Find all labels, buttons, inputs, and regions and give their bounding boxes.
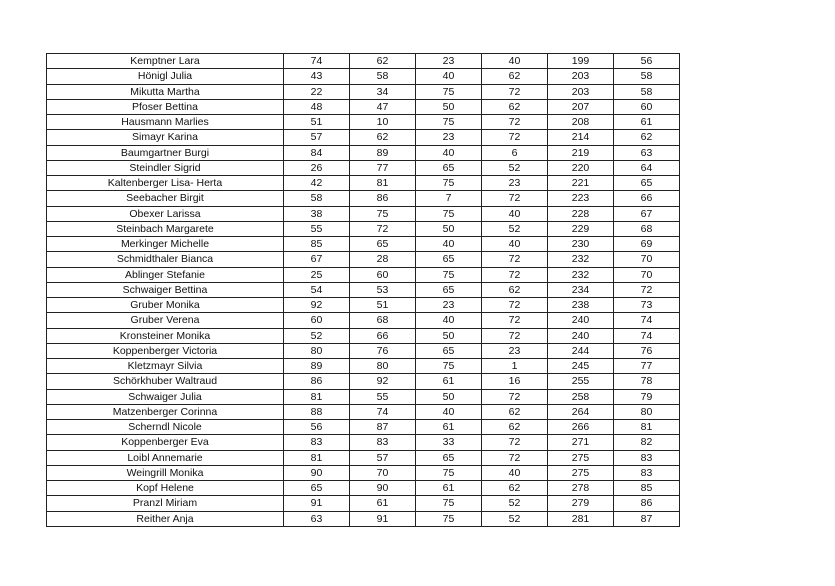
score-cell-col-1: 84: [284, 145, 350, 160]
score-cell-col-1: 83: [284, 435, 350, 450]
score-cell-col-3: 65: [416, 450, 482, 465]
score-cell-col-6: 74: [614, 328, 680, 343]
table-row: [47, 252, 680, 267]
table-row: [47, 298, 680, 313]
participant-name-cell: Schmidthaler Bianca: [47, 252, 284, 267]
score-cell-col-5: 234: [548, 282, 614, 297]
score-cell-col-6: 73: [614, 298, 680, 313]
score-cell-col-1: 86: [284, 374, 350, 389]
score-cell-col-5: 207: [548, 99, 614, 114]
score-cell-col-1: 38: [284, 206, 350, 221]
score-cell-col-1: 43: [284, 69, 350, 84]
participant-name-cell: Matzenberger Corinna: [47, 404, 284, 419]
score-cell-col-5: 199: [548, 54, 614, 69]
score-cell-col-3: 7: [416, 191, 482, 206]
score-cell-col-4: 23: [482, 343, 548, 358]
score-cell-col-4: 52: [482, 511, 548, 526]
score-cell-col-2: 10: [350, 115, 416, 130]
score-cell-col-4: 62: [482, 69, 548, 84]
score-cell-col-5: 278: [548, 481, 614, 496]
score-cell-col-3: 75: [416, 465, 482, 480]
participant-name-cell: Seebacher Birgit: [47, 191, 284, 206]
score-cell-col-4: 1: [482, 359, 548, 374]
score-cell-col-6: 80: [614, 404, 680, 419]
score-cell-col-4: 40: [482, 237, 548, 252]
score-cell-col-5: 245: [548, 359, 614, 374]
score-cell-col-6: 67: [614, 206, 680, 221]
score-cell-col-6: 64: [614, 160, 680, 175]
participant-name-cell: Simayr Karina: [47, 130, 284, 145]
score-cell-col-5: 232: [548, 267, 614, 282]
table-row: [47, 389, 680, 404]
results-table-body: [47, 54, 680, 527]
score-cell-col-6: 63: [614, 145, 680, 160]
score-cell-col-1: 90: [284, 465, 350, 480]
participant-name-cell: Steindler Sigrid: [47, 160, 284, 175]
table-row: [47, 343, 680, 358]
score-cell-col-3: 75: [416, 511, 482, 526]
score-cell-col-1: 55: [284, 221, 350, 236]
score-cell-col-5: 275: [548, 465, 614, 480]
score-cell-col-6: 56: [614, 54, 680, 69]
score-cell-col-5: 266: [548, 420, 614, 435]
score-cell-col-6: 62: [614, 130, 680, 145]
score-cell-col-4: 72: [482, 115, 548, 130]
score-cell-col-3: 75: [416, 359, 482, 374]
table-row: [47, 206, 680, 221]
table-row: [47, 435, 680, 450]
participant-name-cell: Reither Anja: [47, 511, 284, 526]
score-cell-col-1: 80: [284, 343, 350, 358]
score-cell-col-5: 275: [548, 450, 614, 465]
participant-name-cell: Kaltenberger Lisa- Herta: [47, 176, 284, 191]
score-cell-col-6: 70: [614, 252, 680, 267]
score-cell-col-4: 72: [482, 267, 548, 282]
score-cell-col-1: 81: [284, 389, 350, 404]
score-cell-col-2: 53: [350, 282, 416, 297]
score-cell-col-4: 72: [482, 313, 548, 328]
score-cell-col-4: 16: [482, 374, 548, 389]
score-cell-col-4: 72: [482, 252, 548, 267]
score-cell-col-4: 72: [482, 435, 548, 450]
score-cell-col-5: 238: [548, 298, 614, 313]
score-cell-col-6: 66: [614, 191, 680, 206]
score-cell-col-6: 70: [614, 267, 680, 282]
score-cell-col-5: 219: [548, 145, 614, 160]
score-cell-col-2: 68: [350, 313, 416, 328]
score-cell-col-5: 240: [548, 313, 614, 328]
participant-name-cell: Kletzmayr Silvia: [47, 359, 284, 374]
participant-name-cell: Kronsteiner Monika: [47, 328, 284, 343]
score-cell-col-5: 214: [548, 130, 614, 145]
table-row: [47, 404, 680, 419]
score-cell-col-5: 255: [548, 374, 614, 389]
score-cell-col-2: 66: [350, 328, 416, 343]
score-cell-col-4: 40: [482, 54, 548, 69]
score-cell-col-3: 40: [416, 237, 482, 252]
table-row: [47, 160, 680, 175]
score-cell-col-6: 76: [614, 343, 680, 358]
participant-name-cell: Gruber Monika: [47, 298, 284, 313]
score-cell-col-3: 65: [416, 252, 482, 267]
score-cell-col-6: 83: [614, 450, 680, 465]
score-cell-col-3: 75: [416, 176, 482, 191]
score-cell-col-6: 74: [614, 313, 680, 328]
score-cell-col-3: 50: [416, 99, 482, 114]
table-row: [47, 221, 680, 236]
score-cell-col-3: 40: [416, 404, 482, 419]
score-cell-col-5: 229: [548, 221, 614, 236]
score-cell-col-3: 65: [416, 343, 482, 358]
score-cell-col-1: 67: [284, 252, 350, 267]
score-cell-col-3: 75: [416, 496, 482, 511]
score-cell-col-1: 25: [284, 267, 350, 282]
score-cell-col-3: 50: [416, 328, 482, 343]
score-cell-col-2: 80: [350, 359, 416, 374]
score-cell-col-6: 79: [614, 389, 680, 404]
participant-name-cell: Steinbach Margarete: [47, 221, 284, 236]
score-cell-col-2: 86: [350, 191, 416, 206]
score-cell-col-2: 74: [350, 404, 416, 419]
score-cell-col-3: 23: [416, 130, 482, 145]
score-cell-col-2: 92: [350, 374, 416, 389]
table-row: [47, 511, 680, 526]
score-cell-col-2: 51: [350, 298, 416, 313]
score-cell-col-2: 91: [350, 511, 416, 526]
score-cell-col-6: 58: [614, 69, 680, 84]
score-cell-col-3: 75: [416, 267, 482, 282]
table-row: [47, 359, 680, 374]
table-row: [47, 237, 680, 252]
score-cell-col-4: 52: [482, 160, 548, 175]
score-cell-col-4: 72: [482, 450, 548, 465]
table-row: [47, 115, 680, 130]
score-cell-col-2: 28: [350, 252, 416, 267]
score-cell-col-2: 83: [350, 435, 416, 450]
score-cell-col-4: 62: [482, 404, 548, 419]
score-cell-col-3: 50: [416, 389, 482, 404]
score-cell-col-4: 72: [482, 298, 548, 313]
participant-name-cell: Ablinger Stefanie: [47, 267, 284, 282]
score-cell-col-1: 89: [284, 359, 350, 374]
score-cell-col-2: 87: [350, 420, 416, 435]
score-cell-col-1: 54: [284, 282, 350, 297]
participant-name-cell: Loibl Annemarie: [47, 450, 284, 465]
score-cell-col-1: 48: [284, 99, 350, 114]
score-cell-col-3: 65: [416, 282, 482, 297]
score-cell-col-2: 65: [350, 237, 416, 252]
score-cell-col-1: 26: [284, 160, 350, 175]
score-cell-col-6: 77: [614, 359, 680, 374]
score-cell-col-2: 58: [350, 69, 416, 84]
score-cell-col-1: 63: [284, 511, 350, 526]
score-cell-col-1: 92: [284, 298, 350, 313]
score-cell-col-1: 85: [284, 237, 350, 252]
score-cell-col-2: 34: [350, 84, 416, 99]
score-cell-col-2: 75: [350, 206, 416, 221]
score-cell-col-5: 203: [548, 69, 614, 84]
score-cell-col-5: 244: [548, 343, 614, 358]
score-cell-col-3: 75: [416, 115, 482, 130]
score-cell-col-5: 240: [548, 328, 614, 343]
table-row: [47, 328, 680, 343]
participant-name-cell: Schwaiger Bettina: [47, 282, 284, 297]
score-cell-col-1: 81: [284, 450, 350, 465]
table-row: [47, 313, 680, 328]
table-row: [47, 130, 680, 145]
score-cell-col-2: 55: [350, 389, 416, 404]
score-cell-col-3: 75: [416, 84, 482, 99]
score-cell-col-6: 69: [614, 237, 680, 252]
participant-name-cell: Baumgartner Burgi: [47, 145, 284, 160]
score-cell-col-4: 72: [482, 389, 548, 404]
score-cell-col-1: 74: [284, 54, 350, 69]
score-cell-col-5: 258: [548, 389, 614, 404]
score-cell-col-4: 40: [482, 206, 548, 221]
score-cell-col-1: 22: [284, 84, 350, 99]
score-cell-col-6: 65: [614, 176, 680, 191]
score-cell-col-2: 89: [350, 145, 416, 160]
score-cell-col-1: 57: [284, 130, 350, 145]
score-cell-col-1: 91: [284, 496, 350, 511]
participant-name-cell: Schwaiger Julia: [47, 389, 284, 404]
table-row: [47, 69, 680, 84]
score-cell-col-2: 62: [350, 54, 416, 69]
table-row: [47, 99, 680, 114]
score-cell-col-2: 61: [350, 496, 416, 511]
score-cell-col-4: 52: [482, 221, 548, 236]
score-cell-col-3: 23: [416, 298, 482, 313]
score-cell-col-2: 81: [350, 176, 416, 191]
score-cell-col-4: 72: [482, 328, 548, 343]
table-row: [47, 267, 680, 282]
score-cell-col-4: 40: [482, 465, 548, 480]
score-cell-col-6: 61: [614, 115, 680, 130]
table-row: [47, 374, 680, 389]
score-cell-col-2: 70: [350, 465, 416, 480]
score-cell-col-2: 72: [350, 221, 416, 236]
score-cell-col-3: 61: [416, 374, 482, 389]
score-cell-col-3: 50: [416, 221, 482, 236]
score-cell-col-2: 77: [350, 160, 416, 175]
score-cell-col-1: 56: [284, 420, 350, 435]
score-cell-col-5: 221: [548, 176, 614, 191]
score-cell-col-4: 72: [482, 130, 548, 145]
participant-name-cell: Weingrill Monika: [47, 465, 284, 480]
score-cell-col-3: 40: [416, 145, 482, 160]
results-table: [46, 53, 680, 527]
score-cell-col-5: 271: [548, 435, 614, 450]
score-cell-col-5: 232: [548, 252, 614, 267]
score-cell-col-5: 220: [548, 160, 614, 175]
score-cell-col-2: 60: [350, 267, 416, 282]
score-cell-col-5: 228: [548, 206, 614, 221]
table-row: [47, 84, 680, 99]
score-cell-col-6: 87: [614, 511, 680, 526]
participant-name-cell: Obexer Larissa: [47, 206, 284, 221]
score-cell-col-5: 279: [548, 496, 614, 511]
score-cell-col-1: 52: [284, 328, 350, 343]
score-cell-col-3: 23: [416, 54, 482, 69]
score-cell-col-4: 72: [482, 84, 548, 99]
table-row: [47, 54, 680, 69]
score-cell-col-1: 60: [284, 313, 350, 328]
table-row: [47, 420, 680, 435]
participant-name-cell: Hausmann Marlies: [47, 115, 284, 130]
score-cell-col-6: 60: [614, 99, 680, 114]
participant-name-cell: Schörkhuber Waltraud: [47, 374, 284, 389]
score-cell-col-5: 223: [548, 191, 614, 206]
score-cell-col-1: 42: [284, 176, 350, 191]
score-cell-col-4: 52: [482, 496, 548, 511]
participant-name-cell: Scherndl Nicole: [47, 420, 284, 435]
score-cell-col-6: 86: [614, 496, 680, 511]
score-cell-col-5: 230: [548, 237, 614, 252]
table-row: [47, 145, 680, 160]
participant-name-cell: Kopf Helene: [47, 481, 284, 496]
participant-name-cell: Kemptner Lara: [47, 54, 284, 69]
score-cell-col-4: 62: [482, 99, 548, 114]
score-cell-col-1: 51: [284, 115, 350, 130]
table-row: [47, 282, 680, 297]
participant-name-cell: Mikutta Martha: [47, 84, 284, 99]
score-cell-col-3: 61: [416, 420, 482, 435]
participant-name-cell: Koppenberger Victoria: [47, 343, 284, 358]
table-row: [47, 465, 680, 480]
score-cell-col-2: 76: [350, 343, 416, 358]
score-cell-col-3: 61: [416, 481, 482, 496]
score-cell-col-4: 62: [482, 481, 548, 496]
score-cell-col-6: 81: [614, 420, 680, 435]
participant-name-cell: Merkinger Michelle: [47, 237, 284, 252]
score-cell-col-6: 72: [614, 282, 680, 297]
score-cell-col-4: 62: [482, 420, 548, 435]
score-cell-col-5: 281: [548, 511, 614, 526]
participant-name-cell: Pranzl Miriam: [47, 496, 284, 511]
score-cell-col-6: 68: [614, 221, 680, 236]
score-cell-col-3: 40: [416, 69, 482, 84]
score-cell-col-5: 264: [548, 404, 614, 419]
score-cell-col-3: 40: [416, 313, 482, 328]
score-cell-col-1: 58: [284, 191, 350, 206]
score-cell-col-1: 65: [284, 481, 350, 496]
score-cell-col-4: 62: [482, 282, 548, 297]
table-row: [47, 450, 680, 465]
table-row: [47, 481, 680, 496]
score-cell-col-3: 75: [416, 206, 482, 221]
participant-name-cell: Gruber Verena: [47, 313, 284, 328]
score-cell-col-6: 82: [614, 435, 680, 450]
participant-name-cell: Pfoser Bettina: [47, 99, 284, 114]
score-cell-col-4: 72: [482, 191, 548, 206]
table-row: [47, 176, 680, 191]
score-cell-col-2: 62: [350, 130, 416, 145]
score-cell-col-1: 88: [284, 404, 350, 419]
score-cell-col-6: 78: [614, 374, 680, 389]
score-cell-col-6: 58: [614, 84, 680, 99]
score-cell-col-4: 6: [482, 145, 548, 160]
score-cell-col-3: 65: [416, 160, 482, 175]
participant-name-cell: Hönigl Julia: [47, 69, 284, 84]
score-cell-col-2: 47: [350, 99, 416, 114]
table-row: [47, 496, 680, 511]
score-cell-col-4: 23: [482, 176, 548, 191]
score-cell-col-5: 208: [548, 115, 614, 130]
score-cell-col-3: 33: [416, 435, 482, 450]
score-cell-col-6: 85: [614, 481, 680, 496]
score-cell-col-2: 57: [350, 450, 416, 465]
score-cell-col-2: 90: [350, 481, 416, 496]
score-cell-col-5: 203: [548, 84, 614, 99]
table-row: [47, 191, 680, 206]
participant-name-cell: Koppenberger Eva: [47, 435, 284, 450]
score-cell-col-6: 83: [614, 465, 680, 480]
